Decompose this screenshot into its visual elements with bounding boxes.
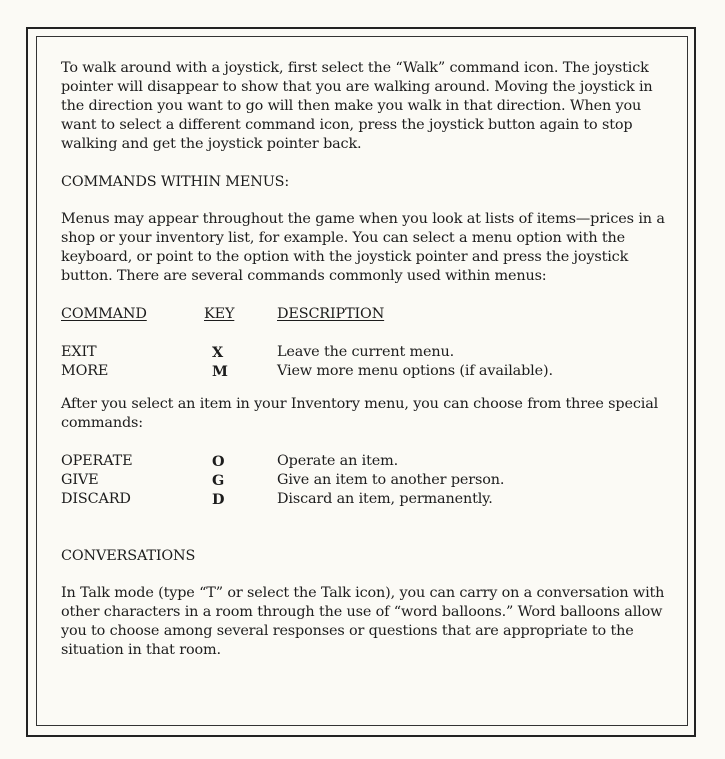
manual-page-content xyxy=(61,59,673,660)
command-name: GIVE xyxy=(61,472,99,488)
header-description: DESCRIPTION xyxy=(277,306,385,322)
header-command: COMMAND xyxy=(61,306,147,322)
command-name: MORE xyxy=(61,363,109,379)
command-key: M xyxy=(212,363,228,380)
conversations-heading: CONVERSATIONS xyxy=(61,548,196,564)
command-description: Operate an item. xyxy=(277,453,399,469)
command-description: View more menu options (if available). xyxy=(277,363,553,379)
table-row xyxy=(61,343,673,362)
conversations-paragraph: In Talk mode (type “T” or select the Talk icon), you can carry on a conversation with other characters in a room through the use of “word balloons.” Word balloons allow you to choose among several responses or questions that are appropriate to the situation in that room. xyxy=(61,585,665,658)
table-row xyxy=(61,490,673,509)
command-name: DISCARD xyxy=(61,491,131,507)
table-row xyxy=(61,452,673,471)
command-name: EXIT xyxy=(61,344,97,360)
command-key: G xyxy=(212,472,225,489)
header-key: KEY xyxy=(204,306,235,322)
command-key: D xyxy=(212,491,225,508)
inventory-paragraph: After you select an item in your Inventory menu, you can choose from three special commands: xyxy=(61,396,659,431)
command-key: O xyxy=(212,453,225,470)
command-key: X xyxy=(212,344,224,361)
command-name: OPERATE xyxy=(61,453,133,469)
inventory-commands-table xyxy=(61,452,673,509)
command-description: Give an item to another person. xyxy=(277,472,505,488)
menus-paragraph: Menus may appear throughout the game when you look at lists of items—prices in a shop or your inventory list, for example. You can select a menu option with the keyboard, or point to the option with the joystick pointer and press the joystick button. There are several commands commonly used within menus: xyxy=(61,211,665,284)
menus-heading: COMMANDS WITHIN MENUS: xyxy=(61,174,290,190)
table-row xyxy=(61,362,673,381)
command-description: Leave the current menu. xyxy=(277,344,455,360)
table-row xyxy=(61,471,673,490)
table-header-row xyxy=(61,305,673,324)
menu-commands-table xyxy=(61,305,673,381)
command-description: Discard an item, permanently. xyxy=(277,491,493,507)
intro-paragraph: To walk around with a joystick, first select the “Walk” command icon. The joystick pointer will disappear to show that you are walking around. Moving the joystick in the direction you want to go will then make you walk in that direction. When you want to select a different command icon, press the joystick button again to stop walking and get the joystick pointer back. xyxy=(61,60,653,152)
